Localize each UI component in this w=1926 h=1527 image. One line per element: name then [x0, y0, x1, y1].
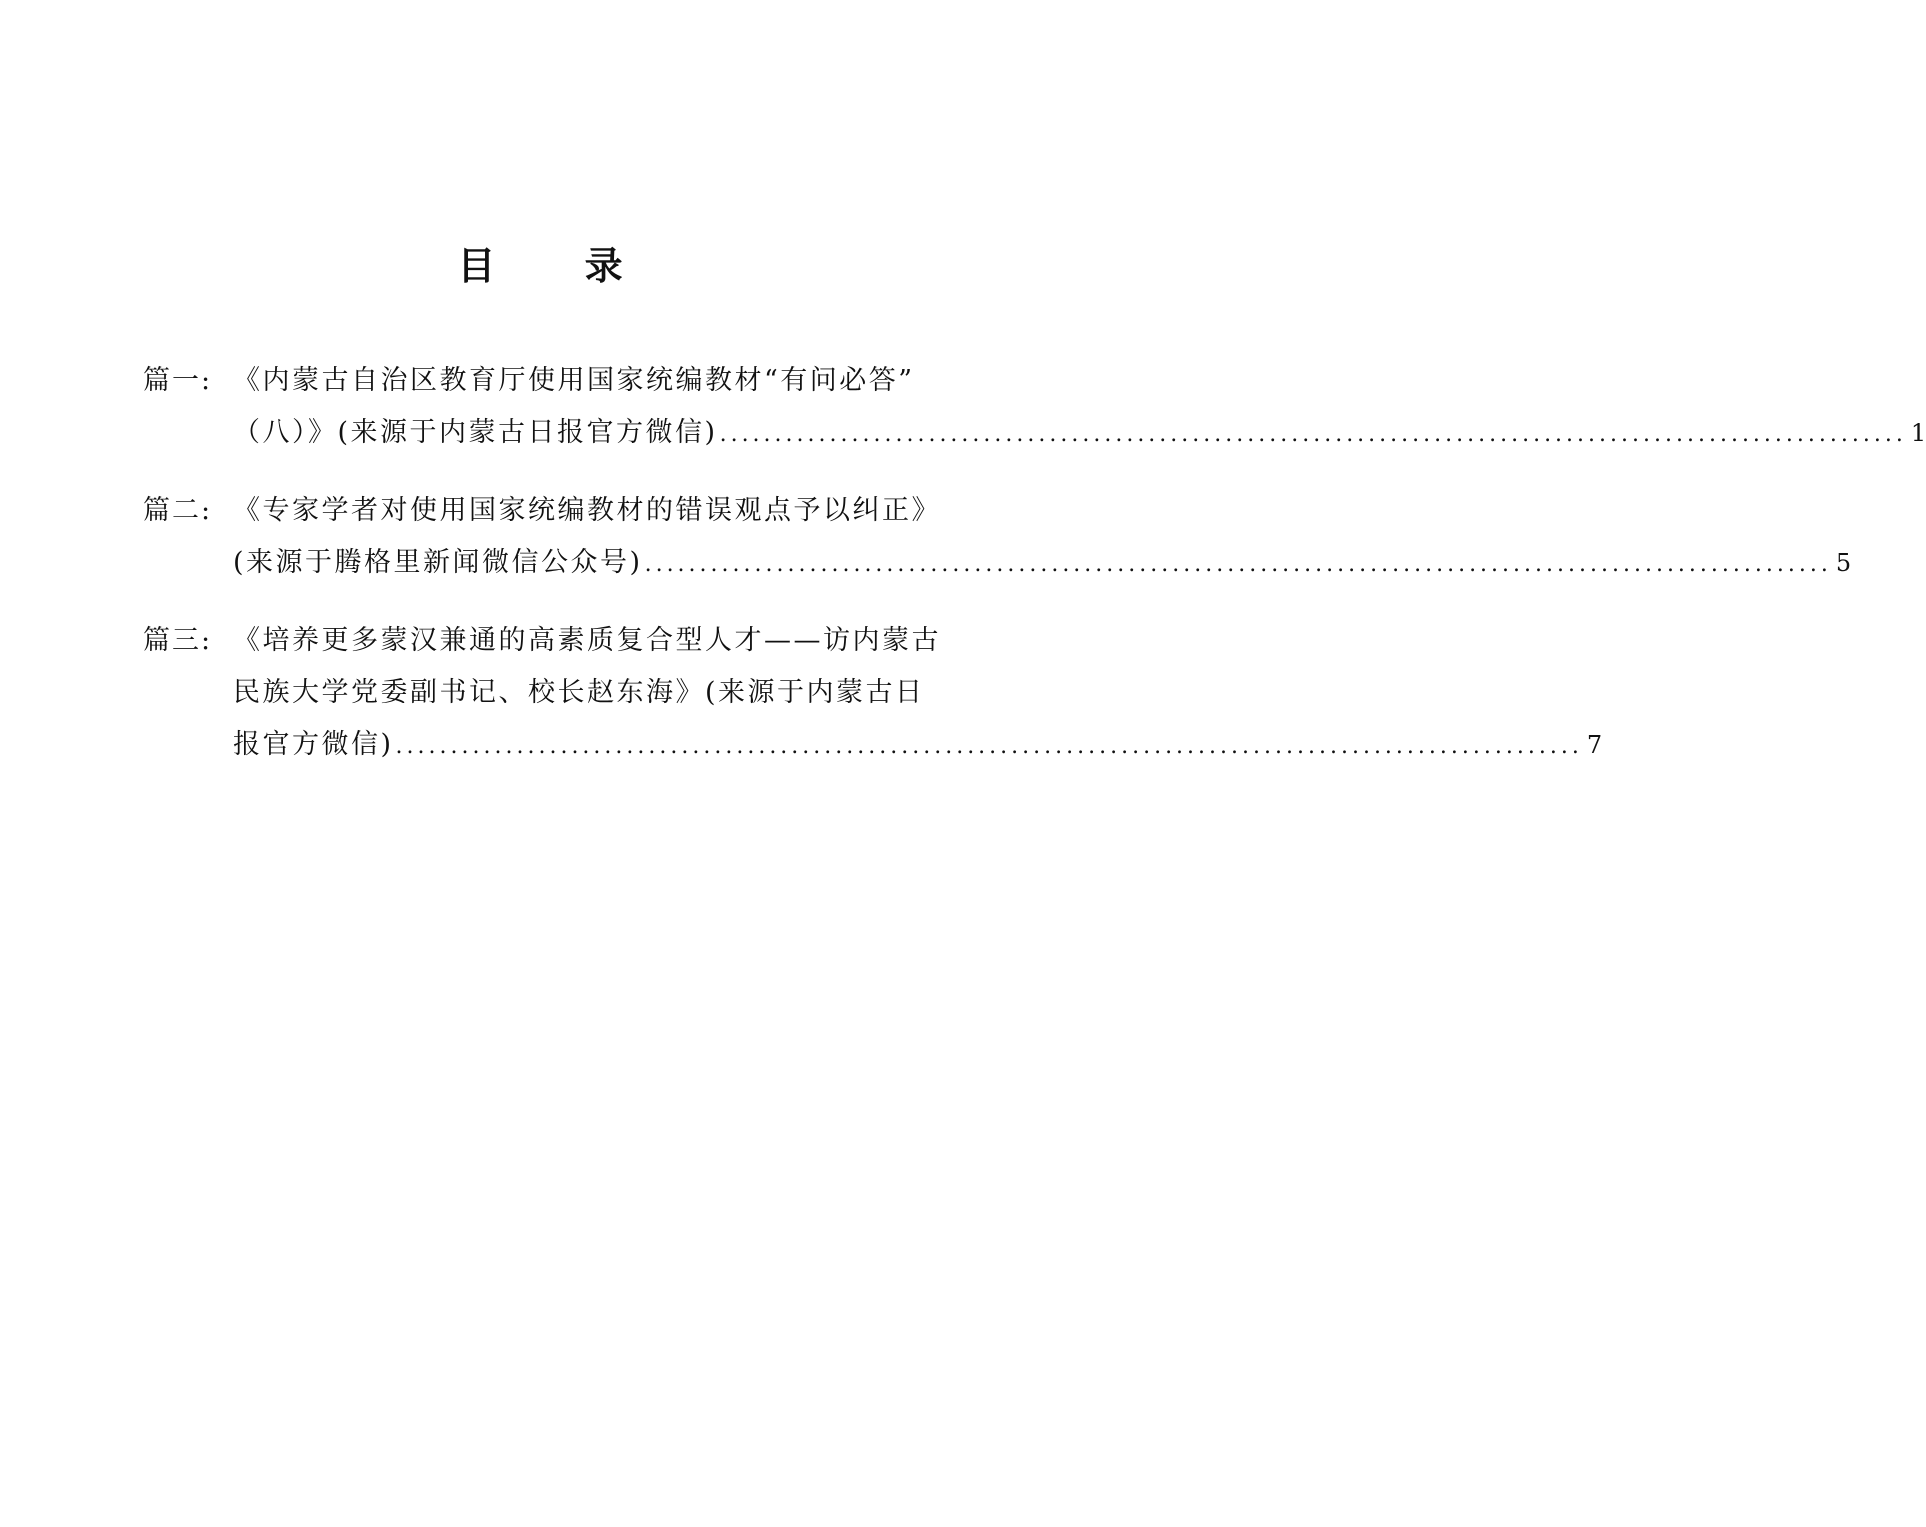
toc-entry-title-line: 报官方微信): [233, 729, 394, 760]
toc-entry-leader: [233, 404, 1926, 464]
dot-leader: ............................................................................................................: [395, 734, 1583, 759]
toc-entry-title-line: 民族大学党委副书记、校长赵东海》(来源于内蒙古日: [233, 677, 925, 708]
toc-entry-label: 篇三:: [143, 625, 213, 656]
toc-entry-title-line: 《内蒙古自治区教育厅使用国家统编教材“有问必答”: [233, 365, 915, 396]
toc-entry-page-number: 5: [1835, 549, 1852, 577]
toc-entry-page-number: 7: [1586, 731, 1603, 759]
page-title: 目 录: [457, 244, 661, 288]
toc-entry-leader: [233, 534, 1852, 594]
toc-entry-label: 篇一:: [143, 365, 213, 396]
toc-entry-title-line: （八）》(来源于内蒙古日报官方微信): [233, 417, 718, 448]
toc-entry-title-line: 《专家学者对使用国家统编教材的错误观点予以纠正》: [233, 495, 941, 526]
toc-entry-title-line: (来源于腾格里新闻微信公众号): [233, 547, 643, 578]
toc-entry-title-line: 《培养更多蒙汉兼通的高素质复合型人才——访内蒙古: [233, 625, 941, 656]
dot-leader: ............................................................................................................: [719, 422, 1907, 447]
dot-leader: ............................................................................................................: [644, 552, 1832, 577]
toc-entry-leader: [233, 716, 1603, 776]
toc-entry-label: 篇二:: [143, 495, 213, 526]
toc-entry-page-number: 1: [1910, 419, 1926, 447]
